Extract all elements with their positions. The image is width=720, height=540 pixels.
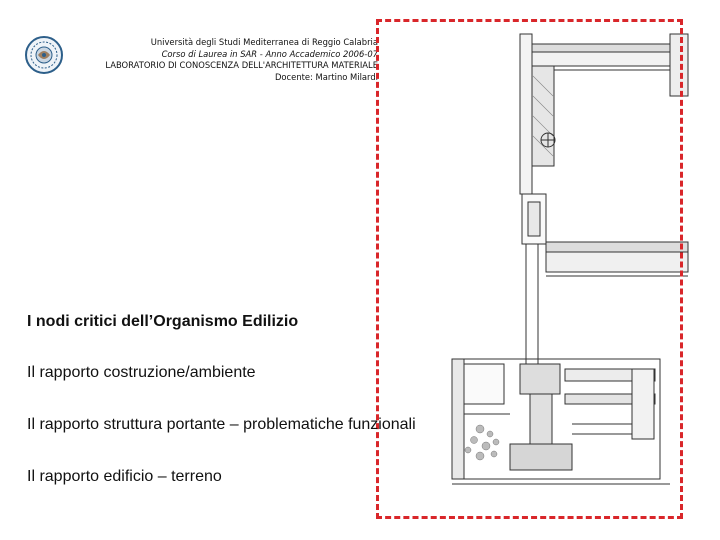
- header-block: [60, 37, 378, 83]
- university-name: Università degli Studi Mediterranea di Reggio Calabria: [150, 37, 378, 47]
- teacher-name: Docente: Martino Milardi: [274, 71, 378, 82]
- architectural-section-drawing: [370, 14, 690, 526]
- bullet-item-ground: Il rapporto edificio – terreno: [27, 468, 222, 485]
- bullet-item-environment: Il rapporto costruzione/ambiente: [27, 364, 256, 381]
- lab-name: LABORATORIO DI CONOSCENZA DELL'ARCHITETTURA MATERIALE: [105, 60, 378, 71]
- course-info: Corso di Laurea in SAR - Anno Accademico 2006-07: [161, 48, 378, 59]
- university-seal-logo: [24, 34, 64, 76]
- slide-title: I nodi critici dell’Organismo Edilizio: [27, 313, 299, 330]
- bullet-item-structure: Il rapporto struttura portante – problematiche funzionali: [27, 416, 416, 433]
